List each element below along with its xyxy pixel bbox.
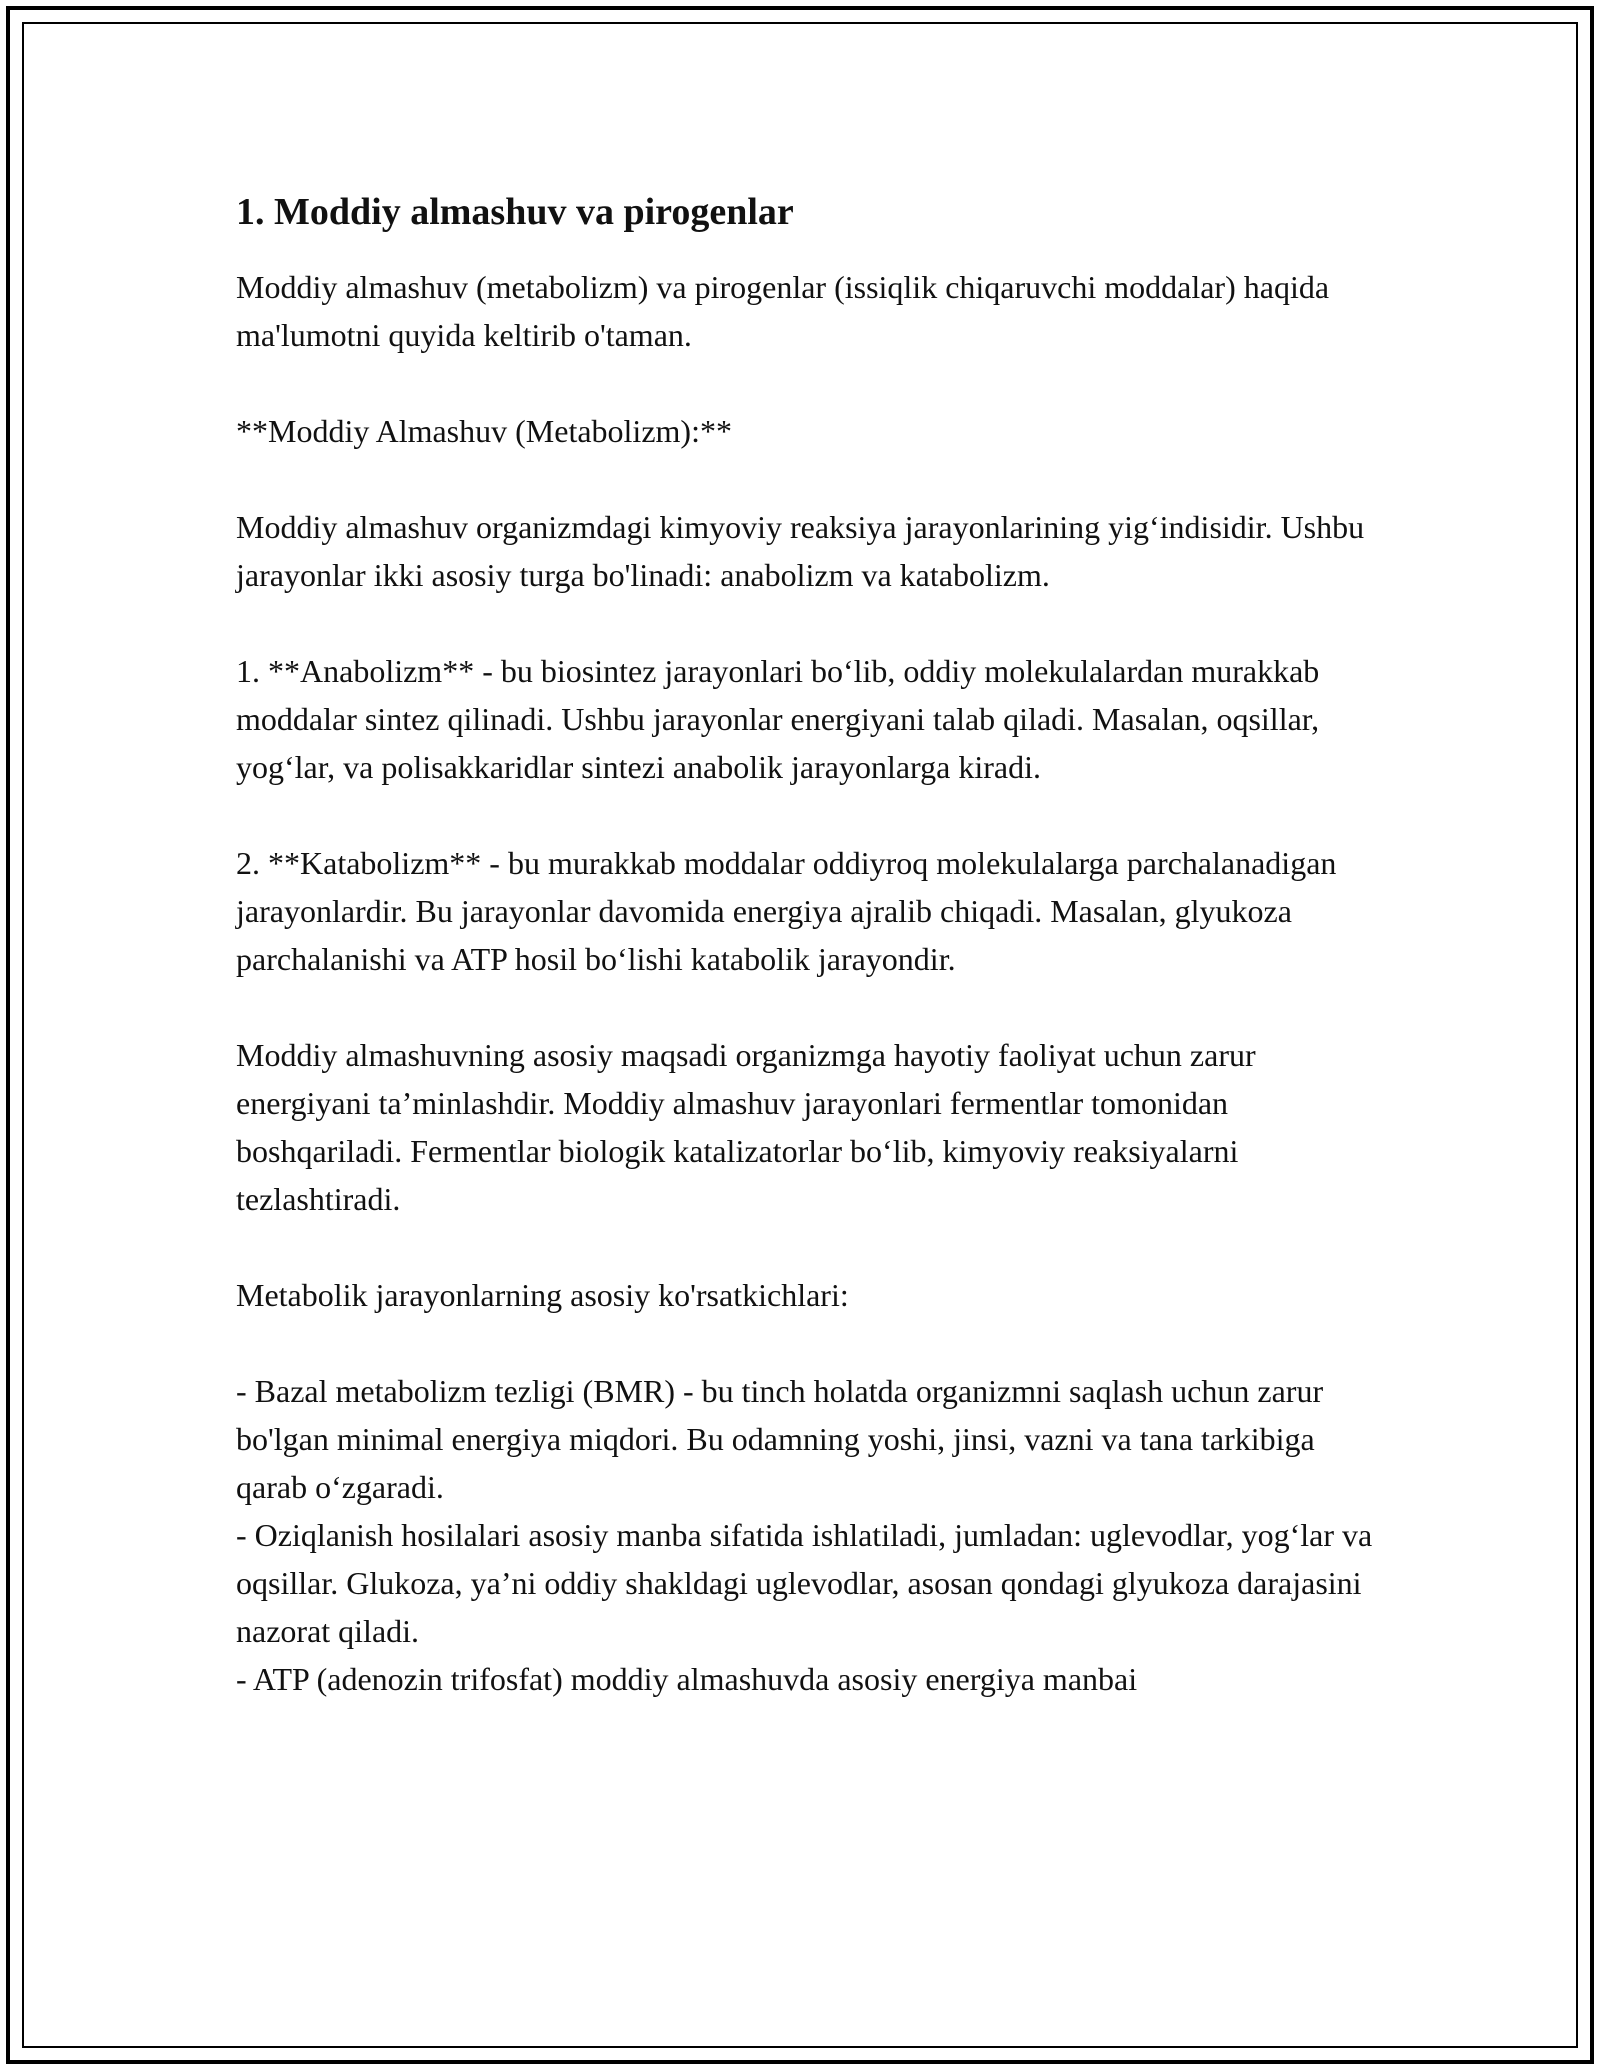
metabolism-definition-paragraph: Moddiy almashuv organizmdagi kimyoviy reaksiya jarayonlarining yig‘indisidir. Ushbu jarayonlar ikki asosiy turga bo'linadi: anabolizm va katabolizm.: [236, 509, 1365, 593]
document-body: [236, 185, 1386, 1703]
metabolism-purpose-paragraph: Moddiy almashuvning asosiy maqsadi organizmga hayotiy faoliyat uchun zarur energiyani ta’minlashdir. Moddiy almashuv jarayonlari fermentlar tomonidan boshqariladi. Fermentlar biologik katalizatorlar bo‘lib, kimyoviy reaksiyalarni tezlashtiradi.: [236, 1037, 1256, 1217]
list-item: - Oziqlanish hosilalari asosiy manba sifatida ishlatiladi, jumladan: uglevodlar, yog‘lar va oqsillar. Glukoza, ya’ni oddiy shakldagi uglevodlar, asosan qondagi glyukoza darajasini nazorat qiladi.: [236, 1517, 1373, 1649]
anabolism-paragraph: 1. **Anabolizm** - bu biosintez jarayonlari bo‘lib, oddiy molekulalardan murakkab moddalar sintez qilinadi. Ushbu jarayonlar energiyani talab qiladi. Masalan, oqsillar, yog‘lar, va polisakkaridlar sintezi anabolik jarayonlarga kiradi.: [236, 653, 1320, 785]
metabolism-subheading: **Moddiy Almashuv (Metabolizm):**: [236, 413, 732, 449]
catabolism-paragraph: 2. **Katabolizm** - bu murakkab moddalar oddiyroq molekulalarga parchalanadigan jarayonlardir. Bu jarayonlar davomida energiya ajralib chiqadi. Masalan, glyukoza parchalanishi va ATP hosil bo‘lishi katabolik jarayondir.: [236, 845, 1337, 977]
indicators-intro-paragraph: Metabolik jarayonlarning asosiy ko'rsatkichlari:: [236, 1277, 849, 1313]
list-item: - ATP (adenozin trifosfat) moddiy almashuvda asosiy energiya manbai: [236, 1661, 1138, 1697]
indicators-list: [236, 1367, 1386, 1703]
intro-paragraph: Moddiy almashuv (metabolizm) va pirogenlar (issiqlik chiqaruvchi moddalar) haqida ma'lumotni quyida keltirib o'taman.: [236, 269, 1330, 353]
list-item: - Bazal metabolizm tezligi (BMR) - bu tinch holatda organizmni saqlash uchun zarur bo'lgan minimal energiya miqdori. Bu odamning yoshi, jinsi, vazni va tana tarkibiga qarab o‘zgaradi.: [236, 1373, 1324, 1505]
section-heading: 1. Moddiy almashuv va pirogenlar: [236, 191, 794, 233]
